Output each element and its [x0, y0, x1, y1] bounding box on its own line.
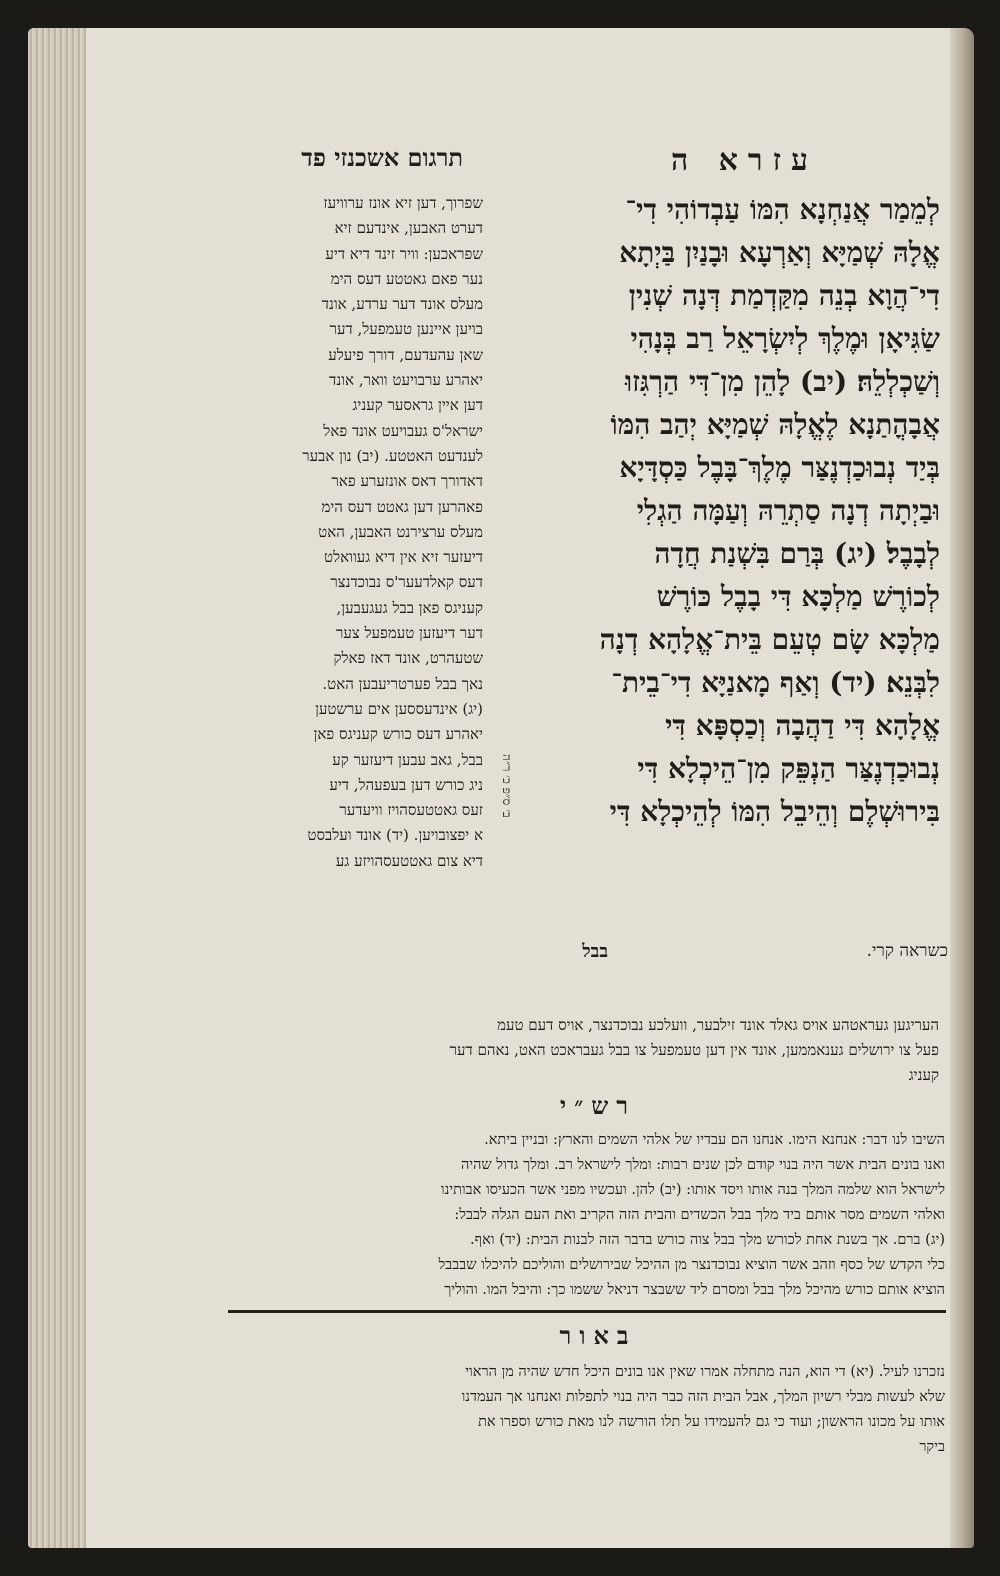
main-line: בִּירוּשְׁלֶם וְהֵיבֵל הִמּוֹ לְהֵיכְלָא דִּי — [609, 795, 940, 828]
translation-line: דאדורך דאס אונזערע פאר — [331, 472, 483, 491]
rashi-commentary — [223, 1128, 945, 1303]
translation-line: ניג כורש דען בעפעהל, דיע — [329, 775, 483, 794]
rashi-line: השיבו לנו דבר: אנחנא הימו. אנחנו הם עבדיו של אלהי השמים והארץ: ובניין ביתא. — [484, 1132, 945, 1148]
biur-commentary — [223, 1360, 945, 1460]
translation-line: דיא צום גאטטעסהויזע גע — [335, 851, 483, 870]
main-line: מַלְכָּא שָׂם טְעֵם בֵּית־אֱלָהָא דְנָה — [599, 623, 940, 656]
kri-note: כשראה קרי. — [866, 941, 948, 961]
biur-line: ביקר — [919, 1439, 945, 1455]
main-line: בְּיַד נְבוּכַדְנֶצַּר מֶלֶךְ־בָּבֶל כַּסְדָּיָא — [619, 451, 940, 484]
rashi-line: ואלהי השמים מסר אותם ביד מלך בבל הכשדים והבית הזה הקריב ואת העם הגלה לבבל: — [454, 1207, 945, 1223]
biur-line: נזכרנו לעיל. (יא) די הוא, הנה מתחלה אמרו שאין אנו בונים היכל חדש שהיה מן הראוי — [465, 1364, 945, 1380]
translation-line: נער פאם גאטטע דעס הימ — [330, 269, 483, 288]
divider-rule — [228, 1310, 946, 1313]
translation-line: מעלס ערצירנט האבען, האט — [318, 522, 483, 541]
translation-line: ישראל'ס געבויעט אונד פאל — [323, 421, 483, 440]
binding-fold — [950, 28, 974, 1548]
translation-line: דער דיעזען טעמפעל צער — [335, 624, 483, 643]
translation-line: שפראכען: וויר זינד דיא דיע — [325, 244, 483, 263]
rashi-line: הוציא אותם כורש מהיכל מלך בבל ומסרם ליד ששבצר דניאל ששמו כך: והיבל המו. והוליך — [444, 1282, 945, 1298]
translation-line: בבל, גאב עבען דיעזער קע — [332, 750, 483, 769]
running-head-main: עזרא ה — [670, 143, 818, 178]
main-line: אֱלָהָא דִּי דַהֲבָה וְכַסְפָּא דִּי — [665, 709, 940, 742]
translation-line: פעל צו ירושלים גענאממען, אונד אין דען טעמפעל צו בבל געבראכט האט, נאהם דער — [449, 1041, 939, 1059]
translation-line: זעס גאטטעסהויז וויעדער — [339, 801, 483, 820]
rashi-line: כלי הקדש של כסף וזהב אשר הוציא נבוכדנצר מן ההיכל שבירושלים והוליכם להיכלו שבבבל — [438, 1257, 945, 1273]
translation-line: בויען איינען טעמפעל, דער — [329, 320, 483, 339]
main-line: נְבוּכַדְנֶצַּר הַנְפֵּק מִן־הֵיכְלָא דִּי — [637, 752, 940, 785]
biur-line: אותו על מכונו הראשון; ועוד כי גם להעמידו על תלו הורשה לנו מאת כורש וספרו את — [478, 1414, 945, 1430]
rashi-heading: רש״י — [559, 1091, 637, 1120]
main-line: וּבַיְתָה דְנָה סַתְרֵהּ וְעַמָּה הַגְלִי — [636, 494, 940, 527]
main-line: אֱלָהּ שְׁמַיָּא וְאַרְעָא וּבָנַיִן בַּיְתָא — [619, 236, 940, 269]
biur-line: שלא לעשות מבלי רשיון המלך, אבל הבית הזה כבר היה בנוי לתפלות ואנחנו אך העמדנו — [461, 1389, 945, 1405]
translation-line: פאהרען דען גאטט דעס הימ — [321, 497, 483, 516]
translation-line: העריגען געראטהע אויס גאלד אונד זילבער, וועלכע נבוכדנצר, אויס דעם טעמ — [497, 1016, 939, 1034]
main-catchword: בבל — [582, 941, 608, 962]
translation-line: יאהרע ערבויעט וואר, אונד — [329, 371, 483, 390]
book-page — [28, 28, 974, 1548]
translation-line: נאך בבל פערטריעבען האט. — [322, 674, 483, 693]
translation-line: קעניגס פאן בבל געגעבען, — [336, 598, 483, 617]
main-line: אֲבָהֳתַנָא לֶאֱלָהּ שְׁמַיָּא יְהַב הִמּוֹ — [610, 408, 940, 441]
translation-line: (יג) אינדעססען אים ערשטען — [315, 699, 483, 718]
main-line: שַׂגִּיאָן וּמֶלֶךְ לְיִשְׂרָאֵל רַב בְּנָהִי — [630, 322, 940, 355]
translation-line: דיעזער זיא אין דיא געוואלט — [324, 548, 483, 567]
page-edges — [28, 28, 86, 1548]
main-line: דִי־הֲוָא בְנֵה מִקַּדְמַת דְּנָה שְׁנִין — [628, 279, 940, 312]
main-line: וְשַׁכְלְלֵהּ׃ (יב) לָהֵן מִן־דִּי הַרְגִּזוּ — [625, 365, 940, 398]
translation-continuation — [223, 1013, 939, 1088]
translation-line: שפרוך, דען זיא אונז ערוויעז — [323, 194, 483, 212]
main-line: לְבָבֶל׃ (יג) בְּרַם בִּשְׁנַת חֲדָה — [654, 537, 940, 570]
translation-line: א יפצובויען. (יד) אונד ועלבסט — [307, 826, 483, 845]
translation-line: קעניג — [908, 1066, 939, 1084]
translation-line: מעלס אונד דער ערדע, אונד — [321, 295, 483, 314]
main-line: לְמֵמַר אֲנַחְנָא הִמּוֹ עַבְדוֹהִי דִי־ — [625, 193, 940, 226]
translation-line: שאן עהעדעם, דורך פיעלע — [328, 345, 483, 364]
translation-line: דערט האבען, אינדעם זיא — [334, 219, 483, 238]
main-line: לְכוֹרֶשׁ מַלְכָּא דִּי בָבֶל כּוֹרֶשׁ — [656, 580, 940, 613]
translation-line: לענדעט האטטע. (יב) נון אבער — [302, 446, 483, 465]
translation-line: שטעהרט, אונד דאז פאלק — [333, 649, 483, 668]
translation-line: דעס קאלדעער'ס נבוכדנצר — [330, 573, 483, 592]
rashi-line: (יג) ברם. אך בשנת אחת לכורש מלך בבל צוה כורש בדבר הזה לבנות הבית: (יד) ואף. — [470, 1232, 945, 1248]
rashi-line: ואנו בונים הבית אשר היה בנוי קודם לכן שנים רבות: ומלך לישראל רב. ומלך גדול שהיה — [460, 1157, 945, 1173]
translation-line: דען איין גראסער קעניג — [352, 396, 483, 415]
translation-column — [223, 191, 483, 874]
running-head-translation: תרגום אשכנזי פד — [301, 143, 463, 172]
gutter-marginal-note: ב׳ ס״פ כ׳ ר״ה — [500, 754, 514, 818]
biur-heading: באור — [559, 1321, 637, 1350]
aramaic-main-text — [520, 188, 940, 833]
rashi-line: לישראל הוא שלמה המלך בנה אותו ויסד אותו: (יב) להן. ועכשיו מפני אשר הכעיסו אבותינו — [440, 1182, 945, 1198]
main-line: לִבְּנֵא׃ (יד) וְאַף מָאנַיָּא דִי־בֵית־ — [611, 666, 940, 699]
translation-line: יאהרע דעס כורש קעניגס פאן — [313, 725, 483, 744]
